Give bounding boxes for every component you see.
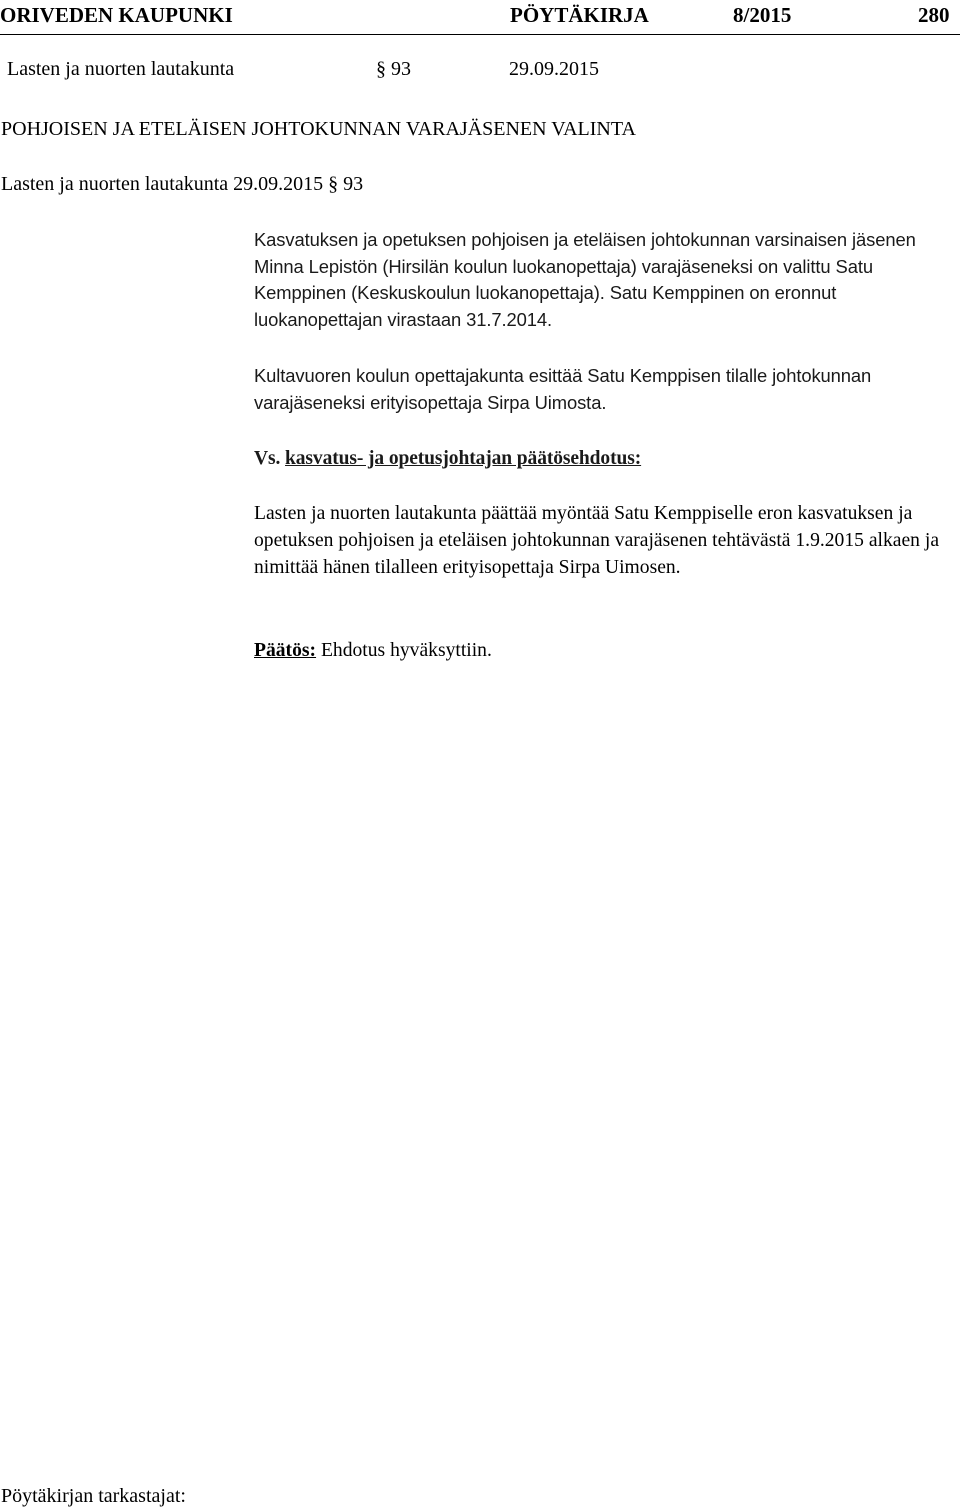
document-number: 8/2015 (733, 3, 792, 27)
proposal-heading (254, 446, 954, 473)
section-number: § 93 (376, 58, 411, 80)
header-divider (0, 34, 960, 35)
meeting-date: 29.09.2015 (509, 58, 599, 80)
body-paragraph-1: Kasvatuksen ja opetuksen pohjoisen ja eteläisen johtokunnan varsinaisen jäsenen Minna Lepistön (Hirsilän koulun luokanopettaja) varajäseneksi on valittu Satu Kemppinen (Keskuskoulun luokanopettaja). Satu Kemppinen on eronnut luokanopettajan virastaan 31.7.2014. (254, 229, 916, 330)
proposal-prefix: Vs. (254, 448, 281, 469)
page-number: 280 (918, 3, 950, 27)
body-paragraph-2: Kultavuoren koulun opettajakunta esittää Satu Kemppisen tilalle johtokunnan varajäseneksi erityisopettaja Sirpa Uimosta. (254, 365, 872, 413)
decision-text: Ehdotus hyväksyttiin. (316, 640, 492, 661)
item-title: POHJOISEN JA ETELÄISEN JOHTOKUNNAN VARAJÄSENEN VALINTA (1, 118, 636, 140)
document-type: PÖYTÄKIRJA (510, 3, 649, 27)
board-name: Lasten ja nuorten lautakunta (7, 58, 235, 80)
proposal-heading-text: kasvatus- ja opetusjohtajan päätösehdotus: (285, 448, 642, 469)
decision (254, 637, 954, 664)
item-reference: Lasten ja nuorten lautakunta 29.09.2015 § 93 (1, 173, 364, 195)
proposal-text: Lasten ja nuorten lautakunta päättää myöntää Satu Kemppiselle eron kasvatuksen ja opetuksen pohjoisen ja eteläisen johtokunnan varajäsenen tehtävästä 1.9.2015 alkaen ja nimittää hänen tilalleen erityisopettaja Sirpa Uimosen. (254, 503, 940, 578)
reviewers-label: Pöytäkirjan tarkastajat: (1, 1485, 186, 1507)
decision-label: Päätös: (254, 640, 317, 661)
organization-name: ORIVEDEN KAUPUNKI (0, 3, 233, 27)
